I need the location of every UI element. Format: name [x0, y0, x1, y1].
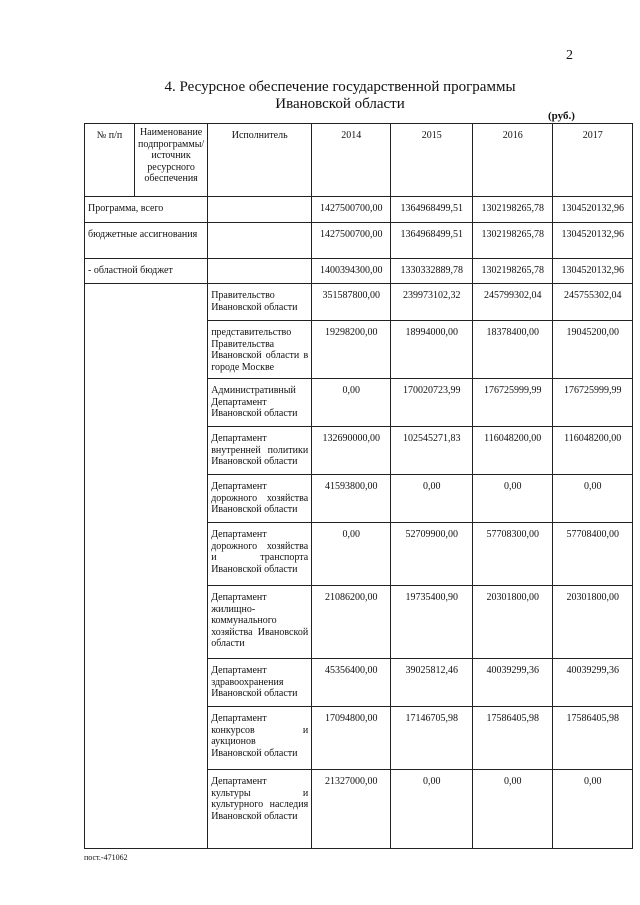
value-cell: 39025812,46: [391, 659, 473, 707]
row-name: - областной бюджет: [85, 259, 208, 284]
value-cell: 17146705,98: [391, 707, 473, 770]
header-cell: 2014: [312, 124, 391, 197]
value-cell: 0,00: [391, 475, 473, 523]
header-cell: 2016: [473, 124, 553, 197]
value-cell: 19045200,00: [553, 321, 633, 379]
value-cell: 17094800,00: [312, 707, 391, 770]
header-cell: Исполнитель: [208, 124, 312, 197]
value-cell: 116048200,00: [473, 427, 553, 475]
value-cell: 18994000,00: [391, 321, 473, 379]
row-name: Программа, всего: [85, 197, 208, 223]
value-cell: 1364968499,51: [391, 197, 473, 223]
value-cell: 0,00: [473, 475, 553, 523]
executor-cell: [208, 223, 312, 259]
footer-code: пост.-471062: [84, 853, 128, 862]
value-cell: 0,00: [553, 770, 633, 849]
value-cell: 1304520132,96: [553, 197, 633, 223]
value-cell: 1302198265,78: [473, 259, 553, 284]
header-cell: Наименование подпрограммы/ источник ресурсного обеспечения: [135, 124, 208, 197]
value-cell: 57708400,00: [553, 523, 633, 586]
table-row: [85, 223, 633, 259]
value-cell: 0,00: [553, 475, 633, 523]
value-cell: 176725999,99: [473, 379, 553, 427]
value-cell: 17586405,98: [473, 707, 553, 770]
value-cell: 170020723,99: [391, 379, 473, 427]
value-cell: 40039299,36: [473, 659, 553, 707]
value-cell: 1302198265,78: [473, 197, 553, 223]
executor-cell: Департамент конкурсов и аукционов Ивановской области: [208, 707, 312, 770]
value-cell: 19298200,00: [312, 321, 391, 379]
unit-label: (руб.): [548, 110, 575, 122]
resource-table: [84, 123, 633, 849]
value-cell: 0,00: [312, 523, 391, 586]
value-cell: 351587800,00: [312, 284, 391, 321]
value-cell: 19735400,90: [391, 586, 473, 659]
value-cell: 116048200,00: [553, 427, 633, 475]
executor-cell: Правительство Ивановской области: [208, 284, 312, 321]
value-cell: 239973102,32: [391, 284, 473, 321]
document-title: 4. Ресурсное обеспечение государственной программы: [164, 79, 516, 95]
value-cell: 102545271,83: [391, 427, 473, 475]
value-cell: 52709900,00: [391, 523, 473, 586]
value-cell: 1330332889,78: [391, 259, 473, 284]
executor-cell: Департамент культуры и культурного наследия Ивановской области: [208, 770, 312, 849]
table-row: [85, 284, 633, 321]
value-cell: 1304520132,96: [553, 259, 633, 284]
value-cell: 1427500700,00: [312, 223, 391, 259]
header-cell: 2015: [391, 124, 473, 197]
value-cell: 176725999,99: [553, 379, 633, 427]
executor-cell: [208, 197, 312, 223]
value-cell: 20301800,00: [553, 586, 633, 659]
value-cell: 1400394300,00: [312, 259, 391, 284]
value-cell: 17586405,98: [553, 707, 633, 770]
executor-cell: Административный Департамент Ивановской области: [208, 379, 312, 427]
row-name: бюджетные ассигнования: [85, 223, 208, 259]
value-cell: 245799302,04: [473, 284, 553, 321]
value-cell: 1364968499,51: [391, 223, 473, 259]
value-cell: 21327000,00: [312, 770, 391, 849]
table-row: [85, 259, 633, 284]
header-cell: № п/п: [85, 124, 135, 197]
value-cell: 21086200,00: [312, 586, 391, 659]
value-cell: 132690000,00: [312, 427, 391, 475]
value-cell: 245755302,04: [553, 284, 633, 321]
value-cell: 0,00: [473, 770, 553, 849]
merged-blank-cell: [85, 284, 208, 849]
executor-cell: Департамент внутренней политики Ивановской области: [208, 427, 312, 475]
value-cell: 41593800,00: [312, 475, 391, 523]
value-cell: 1427500700,00: [312, 197, 391, 223]
header-row: [85, 124, 633, 197]
value-cell: 40039299,36: [553, 659, 633, 707]
value-cell: 0,00: [312, 379, 391, 427]
value-cell: 0,00: [391, 770, 473, 849]
executor-cell: Департамент дорожного хозяйства Ивановской области: [208, 475, 312, 523]
table-row: [85, 197, 633, 223]
value-cell: 57708300,00: [473, 523, 553, 586]
value-cell: 1302198265,78: [473, 223, 553, 259]
value-cell: 18378400,00: [473, 321, 553, 379]
header-cell: 2017: [553, 124, 633, 197]
value-cell: 1304520132,96: [553, 223, 633, 259]
page-number: 2: [566, 48, 573, 63]
executor-cell: [208, 259, 312, 284]
executor-cell: Департамент жилищно-коммунального хозяйства Ивановской области: [208, 586, 312, 659]
executor-cell: представительство Правительства Ивановской области в городе Москве: [208, 321, 312, 379]
executor-cell: Департамент дорожного хозяйства и транспорта Ивановской области: [208, 523, 312, 586]
executor-cell: Департамент здравоохранения Ивановской области: [208, 659, 312, 707]
document-title-line2: Ивановской области: [275, 96, 405, 112]
value-cell: 45356400,00: [312, 659, 391, 707]
value-cell: 20301800,00: [473, 586, 553, 659]
